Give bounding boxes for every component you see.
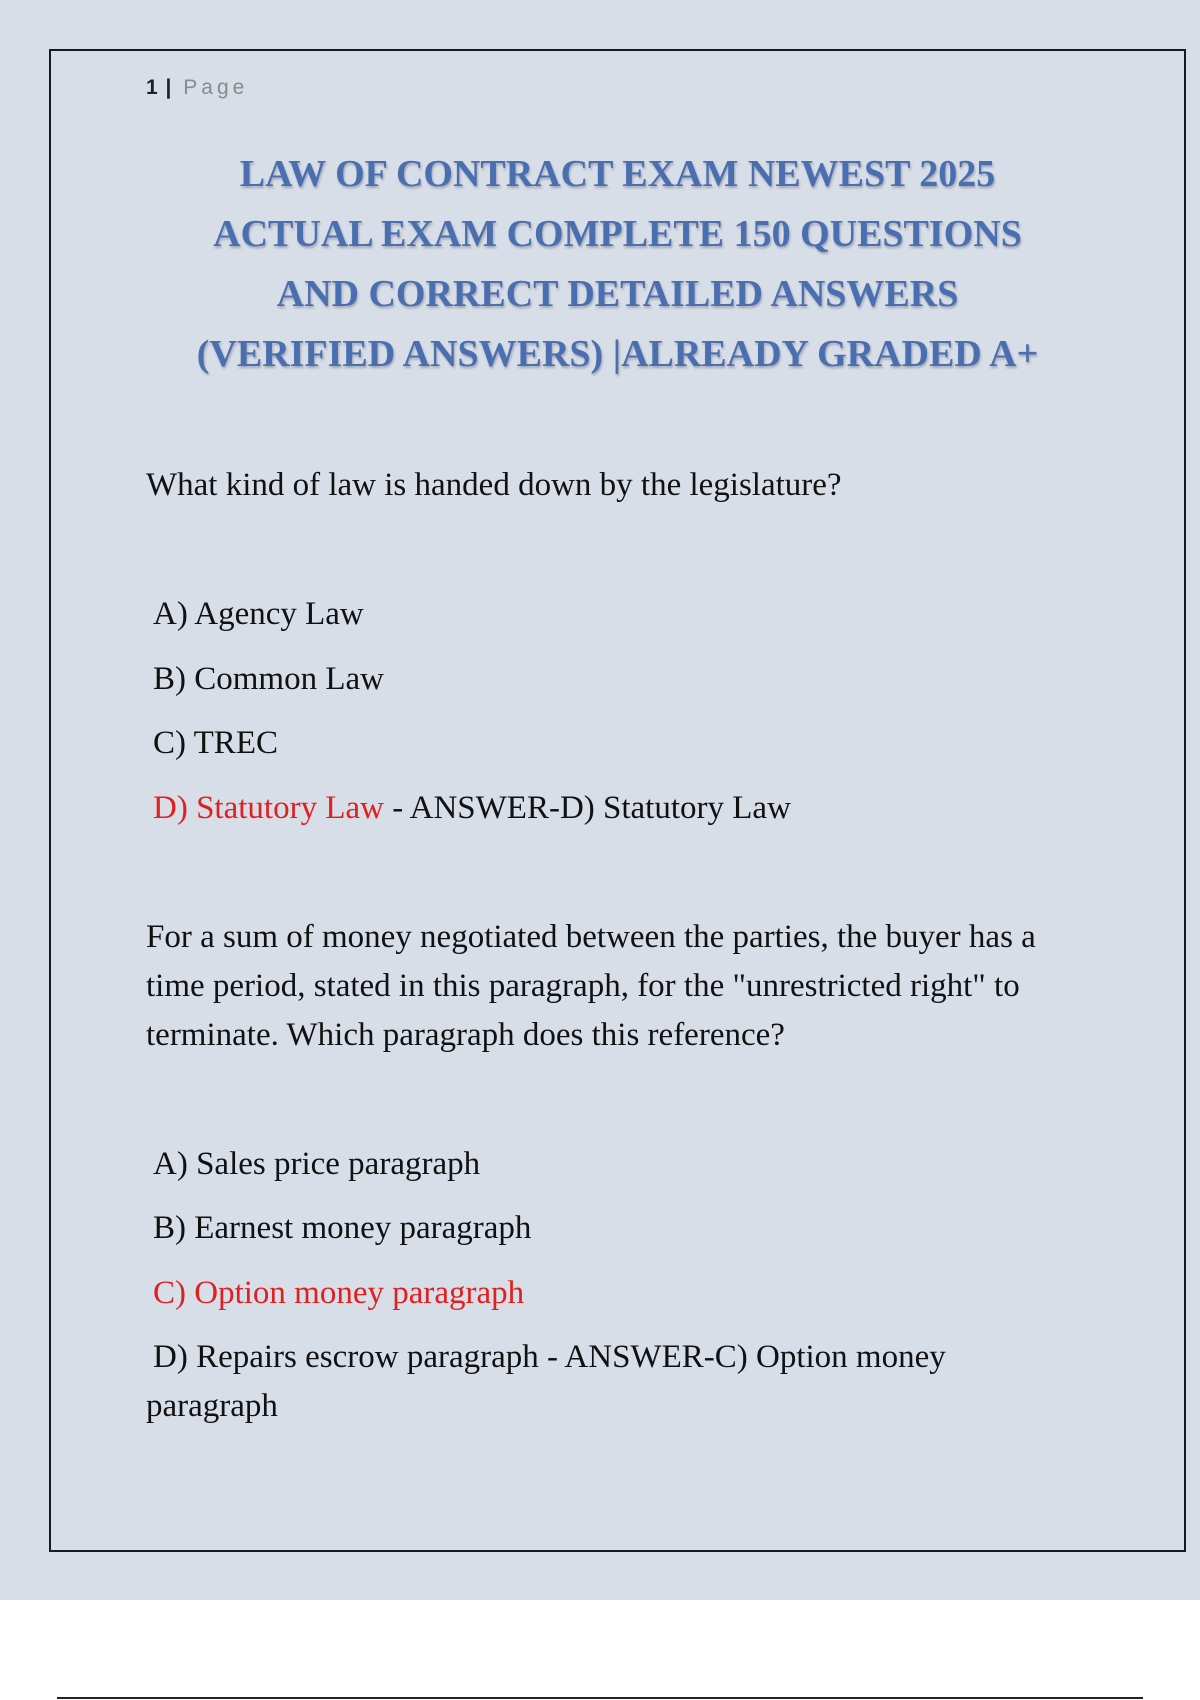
page-number-header — [146, 76, 248, 100]
page-number-value: 1 — [146, 76, 159, 99]
question-2-correct-option: C) Option money paragraph — [153, 1275, 525, 1311]
footer-divider — [57, 1697, 1143, 1699]
question-2-text: For a sum of money negotiated between the parties, the buyer has a time period, stated in this paragraph, for the "unrestricted right" to terminate. Which paragraph does this reference? — [146, 919, 1036, 1053]
question-1-option-d — [153, 784, 1073, 833]
question-2-option-a: A) Sales price paragraph — [153, 1146, 481, 1182]
title-line: AND CORRECT DETAILED ANSWERS — [276, 273, 959, 315]
question-2-option-b: B) Earnest money paragraph — [153, 1210, 532, 1246]
question-1-correct-option: D) Statutory Law — [153, 790, 384, 826]
page-number-label: Page — [183, 76, 249, 99]
question-2-option-d-with-answer: D) Repairs escrow paragraph - ANSWER-C) Option money paragraph — [146, 1339, 946, 1424]
question-1-text: What kind of law is handed down by the legislature? — [146, 467, 842, 503]
question-1-option-a: A) Agency Law — [153, 596, 364, 632]
title-line: (VERIFIED ANSWERS) |ALREADY GRADED A+ — [196, 333, 1039, 375]
page-number-separator: | — [165, 76, 173, 99]
document-title — [140, 144, 1095, 384]
question-1-answer-key: - ANSWER-D) Statutory Law — [383, 790, 791, 826]
question-1-option-b: B) Common Law — [153, 661, 384, 697]
title-line: LAW OF CONTRACT EXAM NEWEST 2025 — [239, 153, 996, 195]
title-line: ACTUAL EXAM COMPLETE 150 QUESTIONS — [213, 213, 1022, 255]
question-1-option-c: C) TREC — [153, 725, 278, 761]
